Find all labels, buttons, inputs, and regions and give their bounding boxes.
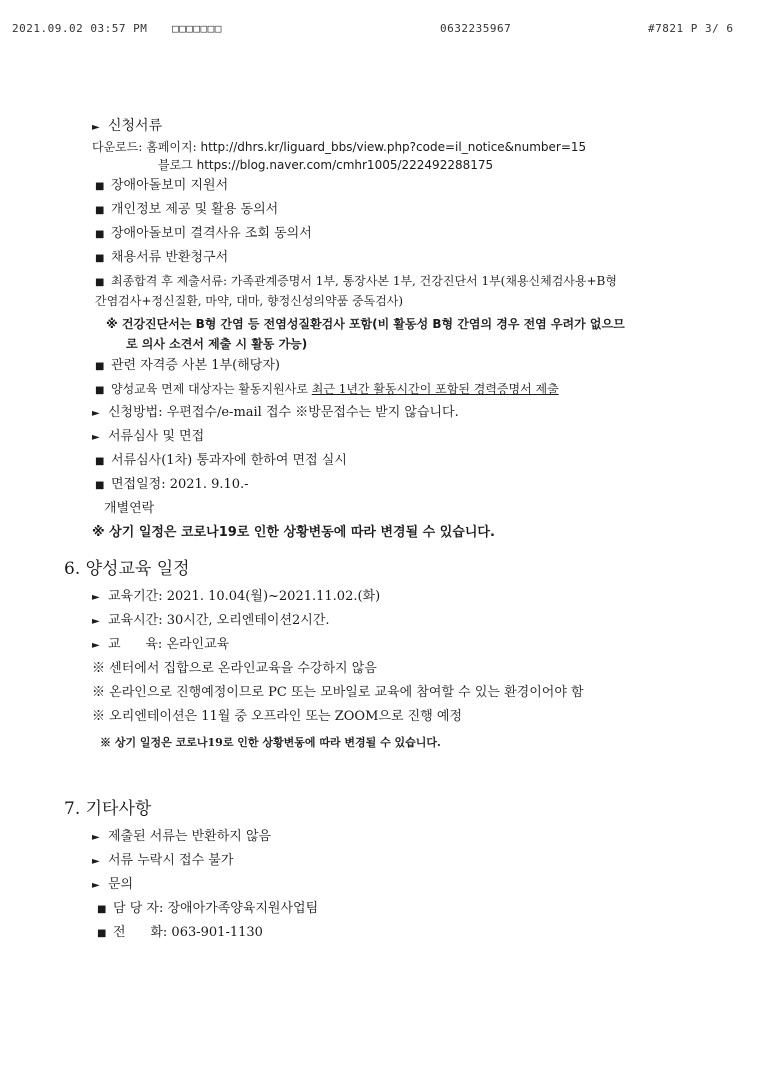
note-mark: ※ [92, 685, 106, 700]
fax-number: 0632235967 [440, 22, 512, 35]
health-note [106, 316, 625, 333]
download-link[interactable]: http://dhrs.kr/liguard_bbs/view.php?code=il_notice&number=15 [200, 140, 587, 154]
fax-header [0, 22, 770, 38]
list-item-text: 담 당 자: 장애아가족양육지원사업팀 [113, 901, 319, 916]
screening-line [92, 428, 204, 446]
arrow-icon: ► [92, 592, 100, 603]
fax-sender: □□□□□□□ [172, 22, 222, 35]
square-bullet-icon: ■ [97, 928, 107, 939]
square-bullet-icon: ■ [95, 229, 105, 240]
list-item [95, 249, 228, 267]
list-item [95, 381, 559, 399]
list-item-text: 제출된 서류는 반환하지 않음 [108, 829, 272, 844]
method-line [92, 404, 459, 422]
arrow-icon: ► [92, 122, 100, 133]
list-item-text: 채용서류 반환청구서 [111, 250, 229, 265]
square-bullet-icon: ■ [95, 205, 105, 216]
note-mark: ※ [106, 317, 118, 331]
list-item-text: 양성교육 면제 대상자는 활동지원사로 [111, 382, 312, 396]
square-bullet-icon: ■ [95, 277, 105, 288]
list-item [95, 273, 617, 291]
note-mark: ※ [100, 736, 111, 749]
list-item-continuation: 간염검사+정신질환, 마약, 대마, 향정신성의약품 중독검사) [95, 294, 404, 308]
list-item [97, 900, 318, 918]
list-item-text: 장애아돌보미 결격사유 조회 동의서 [111, 226, 312, 241]
fax-datetime: 2021.09.02 03:57 PM [12, 22, 148, 35]
list-item [92, 588, 380, 606]
list-item-text: 관련 자격증 사본 1부(해당자) [111, 358, 280, 373]
schedule-note-text: 상기 일정은 코로나19로 인한 상황변동에 따라 변경될 수 있습니다. [109, 525, 495, 540]
note-text: 오리엔테이션은 11월 중 오프라인 또는 ZOOM으로 진행 예정 [109, 709, 463, 724]
note-line [92, 684, 584, 701]
list-item [92, 852, 233, 870]
list-item [92, 876, 133, 894]
list-item-text: 교육기간: 2021. 10.04(월)~2021.11.02.(화) [108, 589, 381, 604]
list-item [95, 452, 347, 470]
list-item-text: 면접일정: 2021. 9.10.- [111, 477, 249, 492]
screening-text: 서류심사 및 면접 [108, 429, 205, 444]
arrow-icon: ► [92, 880, 100, 891]
list-item [95, 201, 278, 219]
note-line [92, 708, 462, 725]
note-text: 센터에서 집합으로 온라인교육을 수강하지 않음 [109, 661, 377, 676]
arrow-icon: ► [92, 832, 100, 843]
list-item [92, 828, 271, 846]
list-item [95, 177, 228, 195]
list-item [95, 225, 312, 243]
list-item [95, 476, 249, 494]
blog-link[interactable]: https://blog.naver.com/cmhr1005/222492288175 [196, 158, 494, 172]
square-bullet-icon: ■ [95, 385, 105, 396]
square-bullet-icon: ■ [95, 181, 105, 192]
note-mark: ※ [92, 525, 105, 540]
list-item-text: 교육시간: 30시간, 오리엔테이션2시간. [108, 613, 330, 628]
edu-value: 온라인교육 [166, 637, 230, 652]
list-item [97, 924, 263, 942]
list-item-text: 서류 누락시 접수 불가 [108, 853, 234, 868]
list-item-text: 서류심사(1차) 통과자에 한하여 면접 실시 [111, 453, 347, 468]
square-bullet-icon: ■ [95, 480, 105, 491]
list-item [92, 636, 229, 654]
download-label: 다운로드: 홈페이지: [92, 140, 197, 154]
individual-contact: 개별연락 [104, 501, 155, 516]
method-text: 신청방법: 우편접수/e-mail 접수 ※방문접수는 받지 않습니다. [108, 405, 459, 420]
list-item-text: 최종합격 후 제출서류: 가족관계증명서 1부, 통장사본 1부, 건강진단서 1부(채용신체검사용+B형 [111, 274, 617, 288]
list-item [92, 612, 330, 630]
health-note-continuation: 로 의사 소견서 제출 시 활동 가능) [126, 337, 308, 351]
list-item-text: 장애아돌보미 지원서 [111, 178, 229, 193]
note-mark: ※ [92, 709, 106, 724]
blog-label: 블로그 [158, 158, 193, 172]
arrow-icon: ► [92, 432, 100, 443]
apply-docs-heading [92, 118, 162, 136]
underlined-text: 최근 1년간 활동시간이 포함된 경력증명서 제출 [311, 382, 559, 396]
note-line [100, 734, 441, 751]
section-6-title: 6. 양성교육 일정 [64, 559, 190, 579]
arrow-icon: ► [92, 640, 100, 651]
square-bullet-icon: ■ [95, 361, 105, 372]
list-item-text: 문의 [108, 877, 134, 892]
list-item-text: 개인정보 제공 및 활용 동의서 [111, 202, 279, 217]
arrow-icon: ► [92, 616, 100, 627]
arrow-icon: ► [92, 408, 100, 419]
note-text: 온라인으로 진행예정이므로 PC 또는 모바일로 교육에 참여할 수 있는 환경이어야 함 [109, 685, 584, 700]
arrow-icon: ► [92, 856, 100, 867]
note-line [92, 660, 377, 677]
list-item [95, 357, 280, 375]
list-item-text: 전 화: 063-901-1130 [113, 925, 263, 940]
edu-label: 교 육: [108, 637, 163, 652]
square-bullet-icon: ■ [97, 904, 107, 915]
download-line [92, 139, 586, 156]
square-bullet-icon: ■ [95, 253, 105, 264]
square-bullet-icon: ■ [95, 456, 105, 467]
health-note-text: 건강진단서는 B형 간염 등 전염성질환검사 포함(비 활동성 B형 간염의 경우 전염 우려가 없으므 [121, 317, 625, 331]
schedule-note [92, 524, 495, 541]
blog-line [158, 157, 493, 174]
note-text: 상기 일정은 코로나19로 인한 상황변동에 따라 변경될 수 있습니다. [114, 736, 441, 749]
note-mark: ※ [92, 661, 106, 676]
fax-page: #7821 P 3/ 6 [648, 22, 734, 35]
apply-docs-title: 신청서류 [108, 118, 163, 134]
section-7-title: 7. 기타사항 [64, 799, 152, 819]
